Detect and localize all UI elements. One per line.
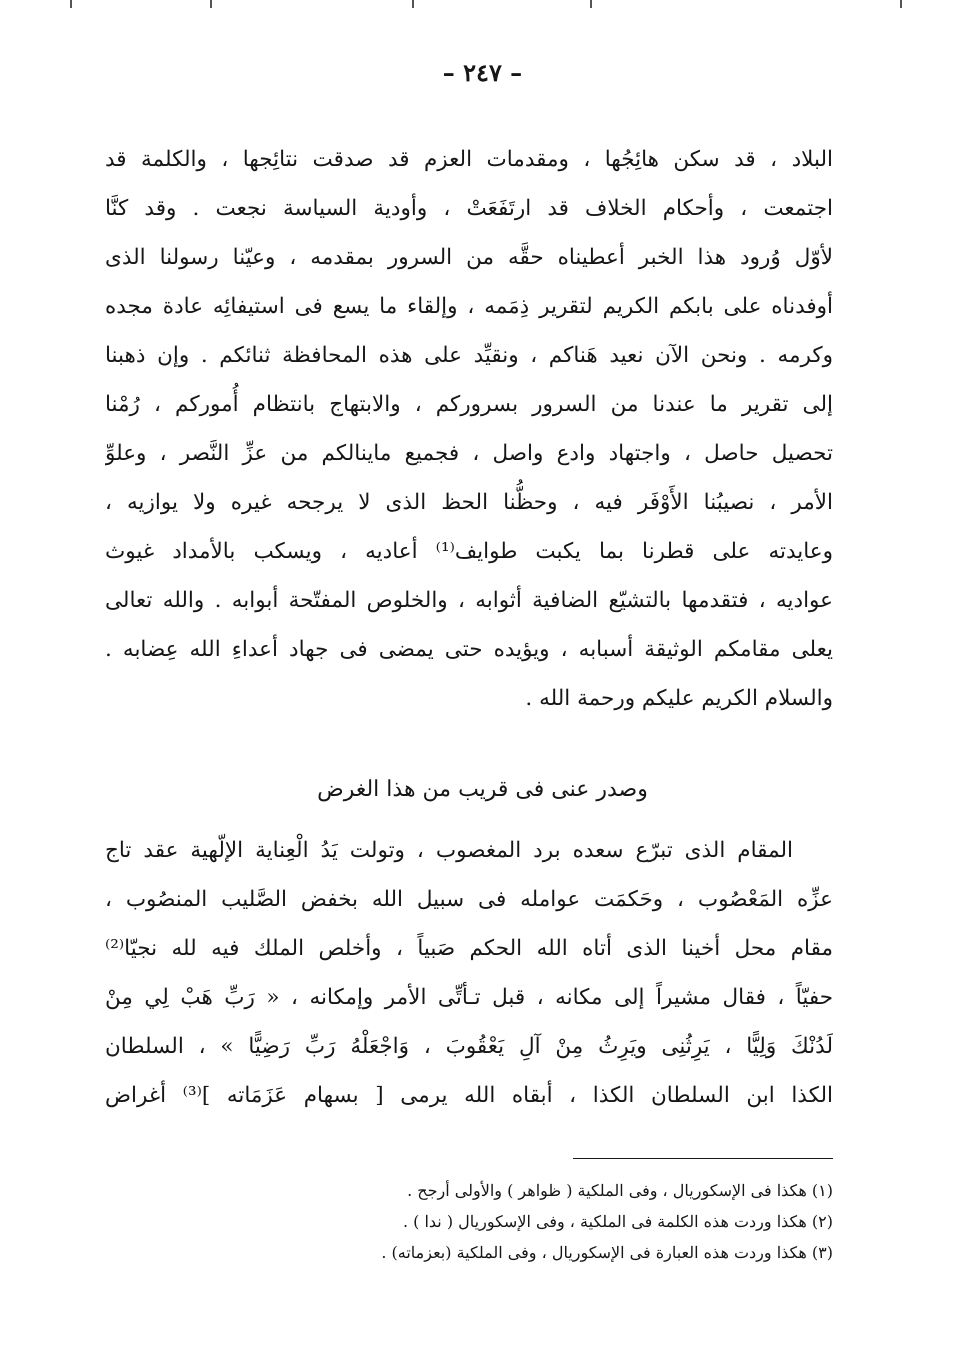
edge-mark <box>210 0 212 8</box>
text-line: المقام الذى تبرّع سعده برد المغصوب ، وتولت يَدُ الْعِناية الإلّهية عقد تاج <box>105 838 793 863</box>
footnote: (٢) هكذا وردت هذه الكلمة فى الملكية ، وفى الإسكوريال ( ندا ) . <box>402 1212 833 1231</box>
footnote-divider <box>573 1158 833 1159</box>
text-line: الأمر ، نصيبُنا الأَوْفَر فيه ، وحظُّنا الحظ الذى لا يرجحه غيره ولا يوازيه ، <box>105 490 833 515</box>
text-line: إلى تقرير ما عندنا من السرور بسروركم ، والابتهاج بانتظام أُموركم ، رُمْنا <box>105 392 833 417</box>
page-top-edge <box>0 0 965 12</box>
text-line: وعايدته على قطرنا بما يكبت طوايف⁽¹⁾ أعاديه ، ويسكب بالأمداد غيوث <box>105 539 833 564</box>
footnote: (٣) هكذا وردت هذه العبارة فى الإسكوريال ، وفى الملكية (بعزماته) . <box>381 1243 833 1262</box>
edge-mark <box>900 0 902 8</box>
text-line: الكذا ابن السلطان الكذا ، أبقاه الله يرمى [ بسهام عَزَمَاته ]⁽³⁾ أغراض <box>105 1083 833 1108</box>
edge-mark <box>70 0 72 8</box>
footnote: (١) هكذا فى الإسكوريال ، وفى الملكية ( ظواهر ) والأولى أرجح . <box>407 1181 833 1200</box>
paragraph-one <box>105 135 833 723</box>
paragraph-two <box>105 826 833 1120</box>
text-line: اجتمعت ، وأحكام الخلاف قد ارتَفَعَتْ ، وأودية السياسة نجعت . وقد كنَّا <box>105 196 833 221</box>
text-line: والسلام الكريم عليكم ورحمة الله . <box>525 686 833 711</box>
section-heading: وصدر عنى فى قريب من هذا الغرض <box>317 777 648 802</box>
text-line: حفيّاً ، فقال مشيراً إلى مكانه ، قبل تـأتِّى الأمر وإمكانه ، « رَبِّ هَبْ لِي مِنْ <box>105 985 833 1010</box>
page-number: – ٢٤٧ – <box>442 58 523 87</box>
text-line: مقام محل أخينا الذى أتاه الله الحكم صَبياً ، وأخلص الملك فيه لله نجيّا⁽²⁾ <box>105 936 833 961</box>
footnotes <box>200 1175 833 1268</box>
text-line: أوفدناه على بابكم الكريم لتقرير ذِمَمه ، وإلقاء ما يسع فى استيفائِه عادة مجده <box>105 294 833 319</box>
text-line: لأوّل وُرود هذا الخبر أعطيناه حقَّه من السرور بمقدمه ، وعيّنا رسولنا الذى <box>105 245 833 270</box>
text-line: تحصيل حاصل ، واجتهاد وادع واصل ، فجميع ماينالكم من عزِّ النَّصر ، وعلوِّ <box>105 441 833 466</box>
edge-mark <box>590 0 592 8</box>
text-line: وكرمه . ونحن الآن نعيد هَناكم ، ونقيِّد على هذه المحافظة ثنائكم . وإن ذهبنا <box>105 343 833 368</box>
text-line: يعلى مقامكم الوثيقة أسبابه ، ويؤيده حتى يمضى فى جهاد أعداءِ الله عِضابه . <box>105 637 833 662</box>
edge-mark <box>412 0 414 8</box>
text-line: عزِّه المَعْصُوب ، وحَكمَت عوامله فى سبيل الله بخفض الصَّليب المنصُوب ، <box>105 887 833 912</box>
text-line: البلاد ، قد سكن هائِجُها ، ومقدمات العزم قد صدقت نتائِجها ، والكلمة قد <box>105 147 833 172</box>
text-line: لَدُنْكَ وَلِيًّا ، يَرِثُنِى ويَرِثُ مِنْ آلِ يَعْقُوبَ ، وَاجْعَلْهُ رَبِّ رَضِيًّا » ، السلطان <box>105 1034 833 1059</box>
text-line: عواديه ، فتقدمها بالتشيّع الضافية أثوابه ، والخلوص المفتّحة أبوابه . والله تعالى <box>105 588 833 613</box>
